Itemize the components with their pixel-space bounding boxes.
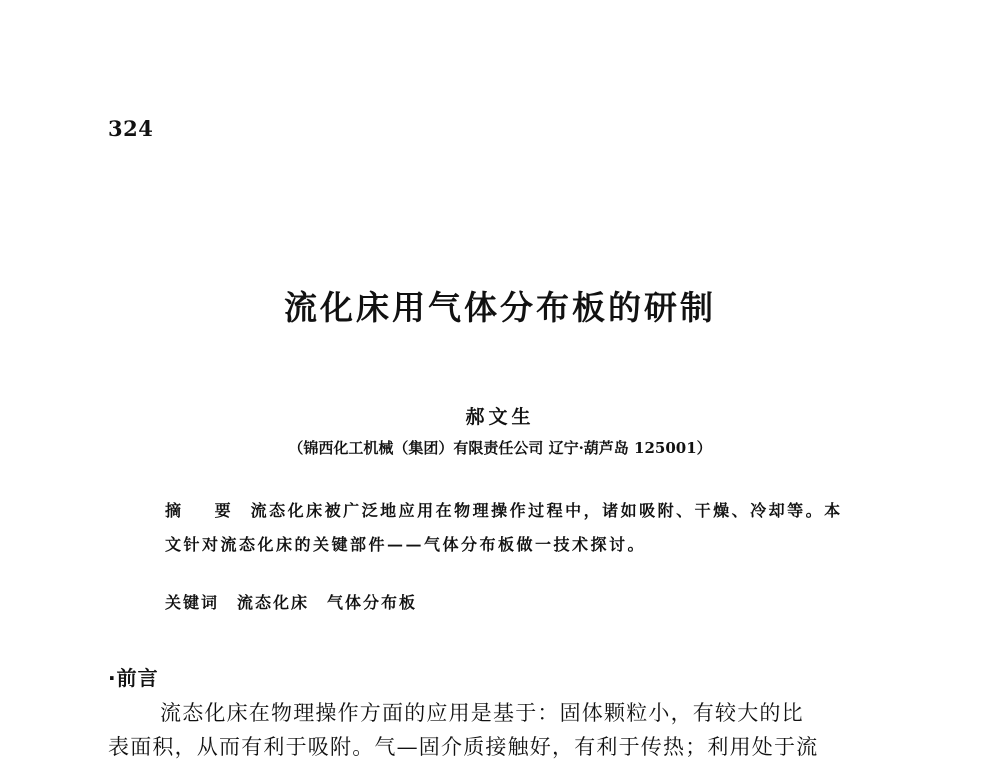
page-number: 324 (108, 116, 154, 141)
article-title: 流化床用气体分布板的研制 (284, 288, 716, 327)
abstract-label: 摘 要 (165, 501, 245, 520)
author-affiliation: （锦西化工机械（集团）有限责任公司 辽宁·葫芦岛 125001） (288, 439, 712, 457)
abstract-text: 流态化床被广泛地应用在物理操作过程中，诸如吸附、干燥、冷却等。本文针对流态化床的关键部件——气体分布板做一技术探讨。 (165, 501, 843, 554)
abstract (165, 494, 845, 562)
keyword-item: 流态化床 (237, 593, 310, 612)
keyword-item: 气体分布板 (327, 593, 418, 612)
body-text-line: 表面积，从而有利于吸附。气—固介质接触好，有利于传热；利用处于流 (108, 735, 819, 759)
keywords (165, 590, 435, 613)
keywords-label: 关键词 (165, 593, 220, 612)
author-name: 郝文生 (465, 406, 535, 428)
section-heading: ·前言 (108, 666, 159, 690)
body-text-line: 流态化床在物理操作方面的应用是基于：固体颗粒小，有较大的比 (160, 701, 804, 725)
